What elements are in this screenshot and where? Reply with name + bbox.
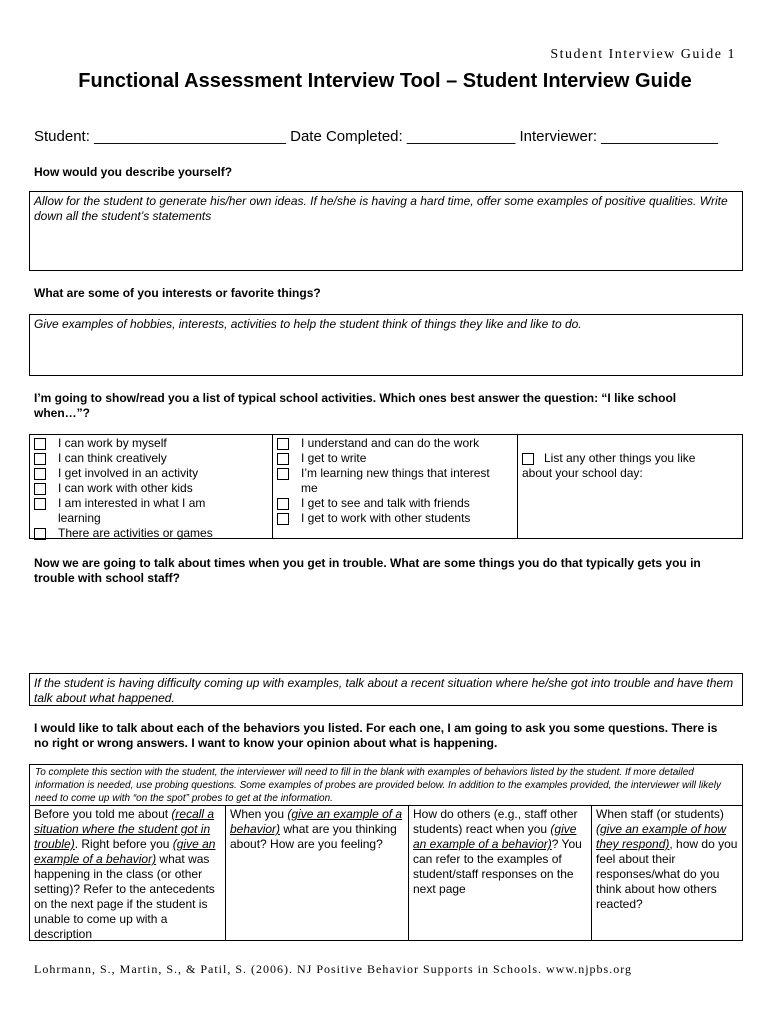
checkbox[interactable] (277, 513, 289, 525)
probe-cell-thoughts-feelings[interactable]: When you (give an example of a behavior) what are you thinking about? How are you feeling? (226, 806, 409, 940)
checklist-item-continuation: learning (58, 511, 101, 525)
interviewer-field[interactable]: ______________ (601, 128, 718, 145)
page-label: Student Interview Guide 1 (550, 47, 736, 62)
footer-citation: Lohrmann, S., Martin, S., & Patil, S. (2006). NJ Positive Behavior Supports in Schools. www.njpbs.org (34, 962, 633, 976)
question-behaviors: I would like to talk about each of the behaviors you listed. For each one, I am going to ask you some questions. There is no right or wrong answers. I want to know your opinion about what is happening. (34, 721, 718, 750)
date-label: Date Completed: (290, 128, 403, 145)
checkbox[interactable] (34, 483, 46, 495)
checklist-column-1 (30, 435, 273, 538)
checklist-item-continuation: me (301, 481, 318, 495)
probe-cell-feelings-about-response[interactable]: When staff (or students) (give an example of how they respond), how do you feel about their responses/what do you think about how others reacted? (596, 807, 738, 911)
prompt-trouble: If the student is having difficulty coming up with examples, talk about a recent situation where he/she got into trouble and have them talk about what happened. (34, 676, 734, 705)
checkbox[interactable] (34, 438, 46, 450)
checklist-item[interactable]: I get to work with other students (277, 511, 517, 526)
checkbox[interactable] (277, 468, 289, 480)
checklist-item[interactable]: There are activities or games (34, 526, 272, 541)
interviewer-label: Interviewer: (519, 128, 597, 145)
checkbox[interactable] (34, 453, 46, 465)
answer-box-trouble[interactable] (29, 673, 743, 706)
answer-box-interests[interactable] (29, 314, 743, 376)
question-interests: What are some of you interests or favorite things? (34, 286, 321, 300)
checklist-item[interactable]: I can work with other kids (34, 481, 272, 496)
checkbox[interactable] (277, 498, 289, 510)
student-info-fields (34, 128, 718, 145)
question-school-activities: I’m going to show/read you a list of typical school activities. Which ones best answer the question: “I like school when…”? (34, 391, 677, 420)
checklist-column-2 (273, 435, 518, 538)
checkbox[interactable] (522, 453, 534, 465)
question-describe-yourself: How would you describe yourself? (34, 165, 233, 179)
school-activities-checklist (29, 434, 743, 539)
checkbox[interactable] (34, 468, 46, 480)
checklist-item[interactable]: I am interested in what I am (34, 496, 272, 511)
checklist-item[interactable]: I get to see and talk with friends (277, 496, 517, 511)
checkbox[interactable] (277, 438, 289, 450)
probe-cell-others-reaction[interactable]: How do others (e.g., staff other students) react when you (give an example of a behavior)? You can refer to the examples of student/staff responses on the next page (409, 806, 592, 940)
probe-cell-antecedents[interactable]: Before you told me about (recall a situation where the student got in trouble). Right before you (give an example of a behavior) what was happening in the class (or other setting)? Refer to the antecedents on the next page if the student is unable to come up with a description (30, 806, 226, 940)
checklist-item[interactable]: I get to write (277, 451, 517, 466)
checklist-item[interactable]: I can work by myself (34, 436, 272, 451)
prompt-interests: Give examples of hobbies, interests, activities to help the student think of things they like and like to do. (34, 317, 582, 331)
student-field[interactable]: _______________________ (94, 128, 286, 145)
checkbox[interactable] (277, 453, 289, 465)
behavior-probe-instructions: To complete this section with the student, the interviewer will need to fill in the blank with examples of behaviors listed by the student. If more detailed information is needed, use probing questions. Some examples of probes are provided below. In addition to the examples provided, the interviewer will likely need to come up with “on the spot” probes to get at the information. (30, 765, 742, 806)
page-title: Functional Assessment Interview Tool – Student Interview Guide (78, 70, 692, 92)
checklist-item[interactable]: I get involved in an activity (34, 466, 272, 481)
date-field[interactable]: _____________ (406, 128, 516, 145)
checkbox[interactable] (34, 498, 46, 510)
checklist-item-other[interactable]: List any other things you like (522, 451, 742, 466)
checklist-item[interactable]: I can think creatively (34, 451, 272, 466)
student-label: Student: (34, 128, 90, 145)
checklist-column-3 (518, 435, 742, 538)
prompt-describe-yourself: Allow for the student to generate his/her own ideas. If he/she is having a hard time, offer some examples of positive qualities. Write down all the student’s statements (34, 194, 728, 223)
answer-box-describe-yourself[interactable] (29, 191, 743, 271)
behavior-probe-table (29, 764, 743, 941)
checklist-item[interactable]: I’m learning new things that interest (277, 466, 517, 481)
checklist-other-continuation: about your school day: (522, 466, 643, 480)
checklist-item[interactable]: I understand and can do the work (277, 436, 517, 451)
checkbox[interactable] (34, 528, 46, 540)
question-trouble: Now we are going to talk about times when you get in trouble. What are some things you do that typically gets you in trouble with school staff? (34, 556, 701, 585)
